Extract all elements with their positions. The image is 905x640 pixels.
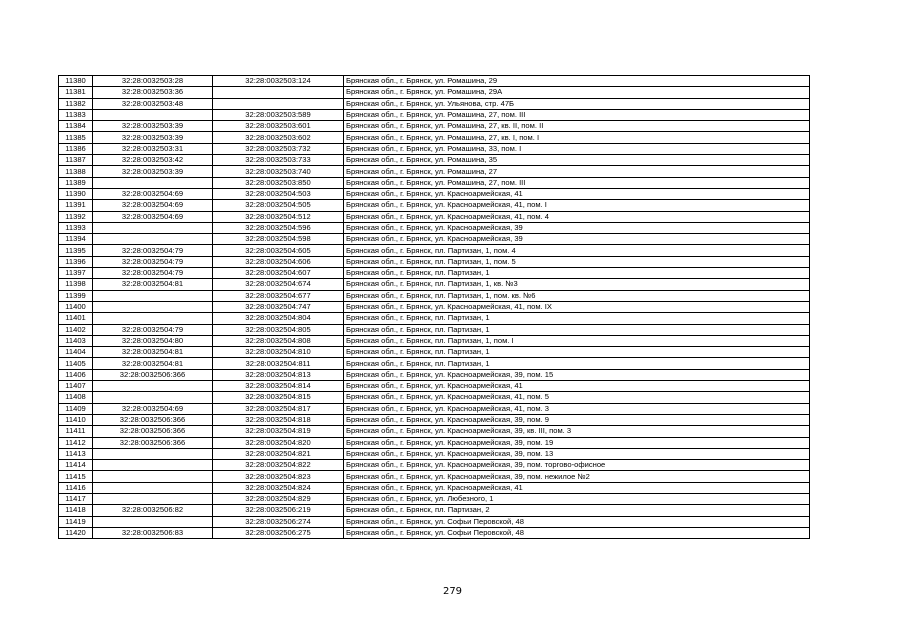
object-number-cell: 32:28:0032504:677 xyxy=(213,290,344,301)
object-number-cell: 32:28:0032504:596 xyxy=(213,222,344,233)
cadastral-block-cell: 32:28:0032503:36 xyxy=(93,87,213,98)
cadastral-block-cell: 32:28:0032506:82 xyxy=(93,505,213,516)
row-number-cell: 11398 xyxy=(59,279,93,290)
address-cell: Брянская обл., г. Брянск, ул. Красноармейская, 39, пом. 13 xyxy=(344,448,810,459)
cadastral-block-cell: 32:28:0032504:79 xyxy=(93,268,213,279)
object-number-cell: 32:28:0032504:821 xyxy=(213,448,344,459)
cadastral-block-cell: 32:28:0032504:69 xyxy=(93,188,213,199)
table-row xyxy=(59,403,810,414)
row-number-cell: 11406 xyxy=(59,369,93,380)
address-cell: Брянская обл., г. Брянск, ул. Красноармейская, 41, пом. IX xyxy=(344,301,810,312)
address-cell: Брянская обл., г. Брянск, пл. Партизан, 1 xyxy=(344,358,810,369)
object-number-cell: 32:28:0032504:829 xyxy=(213,493,344,504)
table-row xyxy=(59,381,810,392)
address-cell: Брянская обл., г. Брянск, пл. Партизан, 1, пом. 4 xyxy=(344,245,810,256)
table-row xyxy=(59,301,810,312)
object-number-cell: 32:28:0032504:817 xyxy=(213,403,344,414)
cadastral-block-cell: 32:28:0032506:366 xyxy=(93,437,213,448)
row-number-cell: 11387 xyxy=(59,155,93,166)
object-number-cell: 32:28:0032504:814 xyxy=(213,381,344,392)
cadastral-block-cell xyxy=(93,234,213,245)
cadastral-block-cell xyxy=(93,493,213,504)
address-cell: Брянская обл., г. Брянск, ул. Красноармейская, 39, пом. 9 xyxy=(344,414,810,425)
row-number-cell: 11404 xyxy=(59,347,93,358)
table-row xyxy=(59,121,810,132)
object-number-cell: 32:28:0032506:219 xyxy=(213,505,344,516)
object-number-cell: 32:28:0032503:124 xyxy=(213,76,344,87)
address-cell: Брянская обл., г. Брянск, ул. Красноармейская, 39 xyxy=(344,234,810,245)
address-cell: Брянская обл., г. Брянск, пл. Партизан, 1 xyxy=(344,313,810,324)
cadastral-block-cell xyxy=(93,313,213,324)
object-number-cell: 32:28:0032504:818 xyxy=(213,414,344,425)
cadastral-block-cell: 32:28:0032504:81 xyxy=(93,279,213,290)
cadastral-block-cell xyxy=(93,301,213,312)
address-cell: Брянская обл., г. Брянск, пл. Партизан, 2 xyxy=(344,505,810,516)
object-number-cell: 32:28:0032506:274 xyxy=(213,516,344,527)
address-cell: Брянская обл., г. Брянск, ул. Ромашина, 27 xyxy=(344,166,810,177)
cadastral-block-cell xyxy=(93,381,213,392)
object-number-cell: 32:28:0032503:733 xyxy=(213,155,344,166)
cadastral-block-cell: 32:28:0032503:31 xyxy=(93,143,213,154)
object-number-cell: 32:28:0032503:602 xyxy=(213,132,344,143)
table-row xyxy=(59,245,810,256)
object-number-cell: 32:28:0032503:601 xyxy=(213,121,344,132)
table-row xyxy=(59,460,810,471)
address-cell: Брянская обл., г. Брянск, ул. Софьи Перовской, 48 xyxy=(344,527,810,538)
object-number-cell: 32:28:0032504:810 xyxy=(213,347,344,358)
cadastral-block-cell: 32:28:0032503:48 xyxy=(93,98,213,109)
cadastral-block-cell: 32:28:0032503:28 xyxy=(93,76,213,87)
address-cell: Брянская обл., г. Брянск, пл. Партизан, 1 xyxy=(344,268,810,279)
object-number-cell: 32:28:0032506:275 xyxy=(213,527,344,538)
row-number-cell: 11403 xyxy=(59,335,93,346)
page-number: 279 xyxy=(442,586,463,597)
table-row xyxy=(59,211,810,222)
address-cell: Брянская обл., г. Брянск, пл. Партизан, 1 xyxy=(344,324,810,335)
address-cell: Брянская обл., г. Брянск, ул. Красноармейская, 41 xyxy=(344,482,810,493)
cadastral-block-cell xyxy=(93,392,213,403)
address-cell: Брянская обл., г. Брянск, ул. Красноармейская, 41 xyxy=(344,188,810,199)
row-number-cell: 11391 xyxy=(59,200,93,211)
object-number-cell: 32:28:0032504:598 xyxy=(213,234,344,245)
object-number-cell: 32:28:0032503:589 xyxy=(213,109,344,120)
cadastral-block-cell: 32:28:0032504:79 xyxy=(93,245,213,256)
row-number-cell: 11413 xyxy=(59,448,93,459)
cadastral-block-cell: 32:28:0032504:79 xyxy=(93,256,213,267)
table-row xyxy=(59,143,810,154)
address-cell: Брянская обл., г. Брянск, пл. Партизан, 1, пом. 5 xyxy=(344,256,810,267)
table-row xyxy=(59,313,810,324)
row-number-cell: 11393 xyxy=(59,222,93,233)
address-cell: Брянская обл., г. Брянск, ул. Красноармейская, 39, пом. торгово-офисное xyxy=(344,460,810,471)
object-number-cell: 32:28:0032504:813 xyxy=(213,369,344,380)
address-cell: Брянская обл., г. Брянск, ул. Ромашина, 27, кв. I, пом. I xyxy=(344,132,810,143)
row-number-cell: 11389 xyxy=(59,177,93,188)
cadastral-block-cell xyxy=(93,448,213,459)
table-row xyxy=(59,369,810,380)
row-number-cell: 11399 xyxy=(59,290,93,301)
object-number-cell: 32:28:0032504:805 xyxy=(213,324,344,335)
object-number-cell: 32:28:0032504:815 xyxy=(213,392,344,403)
row-number-cell: 11402 xyxy=(59,324,93,335)
object-number-cell: 32:28:0032504:747 xyxy=(213,301,344,312)
object-number-cell: 32:28:0032503:850 xyxy=(213,177,344,188)
object-number-cell: 32:28:0032504:606 xyxy=(213,256,344,267)
row-number-cell: 11415 xyxy=(59,471,93,482)
cadastral-block-cell xyxy=(93,471,213,482)
row-number-cell: 11383 xyxy=(59,109,93,120)
object-number-cell: 32:28:0032504:822 xyxy=(213,460,344,471)
row-number-cell: 11411 xyxy=(59,426,93,437)
cadastral-block-cell: 32:28:0032504:69 xyxy=(93,200,213,211)
table-row xyxy=(59,414,810,425)
address-cell: Брянская обл., г. Брянск, ул. Красноармейская, 39, пом. 19 xyxy=(344,437,810,448)
registry-table xyxy=(58,75,810,539)
address-cell: Брянская обл., г. Брянск, ул. Красноармейская, 41, пом. 4 xyxy=(344,211,810,222)
address-cell: Брянская обл., г. Брянск, ул. Красноармейская, 41 xyxy=(344,381,810,392)
object-number-cell: 32:28:0032504:512 xyxy=(213,211,344,222)
table-row xyxy=(59,335,810,346)
table-row xyxy=(59,200,810,211)
object-number-cell: 32:28:0032503:740 xyxy=(213,166,344,177)
address-cell: Брянская обл., г. Брянск, ул. Ромашина, 27, пом. III xyxy=(344,109,810,120)
address-cell: Брянская обл., г. Брянск, пл. Партизан, 1, пом. кв. №6 xyxy=(344,290,810,301)
cadastral-block-cell: 32:28:0032504:80 xyxy=(93,335,213,346)
object-number-cell: 32:28:0032504:811 xyxy=(213,358,344,369)
row-number-cell: 11400 xyxy=(59,301,93,312)
row-number-cell: 11417 xyxy=(59,493,93,504)
row-number-cell: 11397 xyxy=(59,268,93,279)
table-row xyxy=(59,132,810,143)
address-cell: Брянская обл., г. Брянск, ул. Красноармейская, 39 xyxy=(344,222,810,233)
object-number-cell: 32:28:0032504:823 xyxy=(213,471,344,482)
table-row xyxy=(59,290,810,301)
table-row xyxy=(59,324,810,335)
row-number-cell: 11392 xyxy=(59,211,93,222)
table-row xyxy=(59,392,810,403)
table-row xyxy=(59,471,810,482)
address-cell: Брянская обл., г. Брянск, ул. Ромашина, 33, пом. I xyxy=(344,143,810,154)
table-row xyxy=(59,516,810,527)
address-cell: Брянская обл., г. Брянск, ул. Красноармейская, 41, пом. 3 xyxy=(344,403,810,414)
table-row xyxy=(59,87,810,98)
table-row xyxy=(59,358,810,369)
cadastral-block-cell: 32:28:0032503:39 xyxy=(93,166,213,177)
address-cell: Брянская обл., г. Брянск, ул. Ромашина, 27, пом. III xyxy=(344,177,810,188)
address-cell: Брянская обл., г. Брянск, пл. Партизан, 1 xyxy=(344,347,810,358)
cadastral-block-cell: 32:28:0032506:366 xyxy=(93,369,213,380)
row-number-cell: 11386 xyxy=(59,143,93,154)
row-number-cell: 11396 xyxy=(59,256,93,267)
object-number-cell: 32:28:0032504:819 xyxy=(213,426,344,437)
object-number-cell: 32:28:0032504:505 xyxy=(213,200,344,211)
object-number-cell: 32:28:0032504:674 xyxy=(213,279,344,290)
row-number-cell: 11401 xyxy=(59,313,93,324)
row-number-cell: 11418 xyxy=(59,505,93,516)
cadastral-block-cell: 32:28:0032503:39 xyxy=(93,121,213,132)
table-row xyxy=(59,76,810,87)
row-number-cell: 11390 xyxy=(59,188,93,199)
address-cell: Брянская обл., г. Брянск, ул. Ромашина, 29А xyxy=(344,87,810,98)
cadastral-block-cell xyxy=(93,290,213,301)
cadastral-block-cell xyxy=(93,177,213,188)
object-number-cell xyxy=(213,98,344,109)
row-number-cell: 11412 xyxy=(59,437,93,448)
table-row xyxy=(59,166,810,177)
address-cell: Брянская обл., г. Брянск, ул. Красноармейская, 39, кв. III, пом. 3 xyxy=(344,426,810,437)
cadastral-block-cell xyxy=(93,222,213,233)
address-cell: Брянская обл., г. Брянск, ул. Софьи Перовской, 48 xyxy=(344,516,810,527)
row-number-cell: 11408 xyxy=(59,392,93,403)
cadastral-block-cell xyxy=(93,109,213,120)
address-cell: Брянская обл., г. Брянск, ул. Ромашина, 29 xyxy=(344,76,810,87)
table-row xyxy=(59,98,810,109)
address-cell: Брянская обл., г. Брянск, ул. Ульянова, стр. 47Б xyxy=(344,98,810,109)
object-number-cell: 32:28:0032504:808 xyxy=(213,335,344,346)
cadastral-block-cell: 32:28:0032506:366 xyxy=(93,426,213,437)
row-number-cell: 11420 xyxy=(59,527,93,538)
table-row xyxy=(59,426,810,437)
object-number-cell: 32:28:0032504:607 xyxy=(213,268,344,279)
row-number-cell: 11414 xyxy=(59,460,93,471)
cadastral-block-cell xyxy=(93,460,213,471)
address-cell: Брянская обл., г. Брянск, ул. Ромашина, 27, кв. II, пом. II xyxy=(344,121,810,132)
row-number-cell: 11380 xyxy=(59,76,93,87)
cadastral-block-cell: 32:28:0032504:69 xyxy=(93,211,213,222)
row-number-cell: 11385 xyxy=(59,132,93,143)
address-cell: Брянская обл., г. Брянск, ул. Ромашина, 35 xyxy=(344,155,810,166)
row-number-cell: 11381 xyxy=(59,87,93,98)
row-number-cell: 11409 xyxy=(59,403,93,414)
cadastral-block-cell: 32:28:0032504:79 xyxy=(93,324,213,335)
table-row xyxy=(59,527,810,538)
table-row xyxy=(59,482,810,493)
cadastral-block-cell: 32:28:0032506:83 xyxy=(93,527,213,538)
object-number-cell: 32:28:0032504:804 xyxy=(213,313,344,324)
object-number-cell: 32:28:0032504:824 xyxy=(213,482,344,493)
registry-table-body xyxy=(59,76,810,539)
cadastral-block-cell: 32:28:0032504:69 xyxy=(93,403,213,414)
object-number-cell: 32:28:0032504:503 xyxy=(213,188,344,199)
address-cell: Брянская обл., г. Брянск, ул. Красноармейская, 39, пом. 15 xyxy=(344,369,810,380)
cadastral-block-cell: 32:28:0032503:42 xyxy=(93,155,213,166)
table-row xyxy=(59,155,810,166)
row-number-cell: 11382 xyxy=(59,98,93,109)
cadastral-block-cell: 32:28:0032504:81 xyxy=(93,358,213,369)
address-cell: Брянская обл., г. Брянск, ул. Красноармейская, 41, пом. 5 xyxy=(344,392,810,403)
address-cell: Брянская обл., г. Брянск, ул. Красноармейская, 39, пом. нежилое №2 xyxy=(344,471,810,482)
address-cell: Брянская обл., г. Брянск, пл. Партизан, 1, кв. №3 xyxy=(344,279,810,290)
object-number-cell: 32:28:0032504:820 xyxy=(213,437,344,448)
table-row xyxy=(59,505,810,516)
row-number-cell: 11410 xyxy=(59,414,93,425)
object-number-cell xyxy=(213,87,344,98)
object-number-cell: 32:28:0032504:605 xyxy=(213,245,344,256)
row-number-cell: 11416 xyxy=(59,482,93,493)
table-row xyxy=(59,279,810,290)
address-cell: Брянская обл., г. Брянск, пл. Партизан, 1, пом. I xyxy=(344,335,810,346)
table-row xyxy=(59,188,810,199)
row-number-cell: 11407 xyxy=(59,381,93,392)
cadastral-block-cell xyxy=(93,482,213,493)
table-row xyxy=(59,493,810,504)
table-row xyxy=(59,256,810,267)
row-number-cell: 11395 xyxy=(59,245,93,256)
address-cell: Брянская обл., г. Брянск, ул. Красноармейская, 41, пом. I xyxy=(344,200,810,211)
table-row xyxy=(59,109,810,120)
table-row xyxy=(59,222,810,233)
row-number-cell: 11388 xyxy=(59,166,93,177)
row-number-cell: 11384 xyxy=(59,121,93,132)
object-number-cell: 32:28:0032503:732 xyxy=(213,143,344,154)
table-row xyxy=(59,177,810,188)
cadastral-block-cell xyxy=(93,516,213,527)
cadastral-block-cell: 32:28:0032504:81 xyxy=(93,347,213,358)
row-number-cell: 11405 xyxy=(59,358,93,369)
address-cell: Брянская обл., г. Брянск, ул. Любезного, 1 xyxy=(344,493,810,504)
cadastral-block-cell: 32:28:0032503:39 xyxy=(93,132,213,143)
row-number-cell: 11419 xyxy=(59,516,93,527)
table-row xyxy=(59,347,810,358)
cadastral-block-cell: 32:28:0032506:366 xyxy=(93,414,213,425)
table-row xyxy=(59,268,810,279)
table-row xyxy=(59,448,810,459)
row-number-cell: 11394 xyxy=(59,234,93,245)
table-row xyxy=(59,234,810,245)
table-row xyxy=(59,437,810,448)
